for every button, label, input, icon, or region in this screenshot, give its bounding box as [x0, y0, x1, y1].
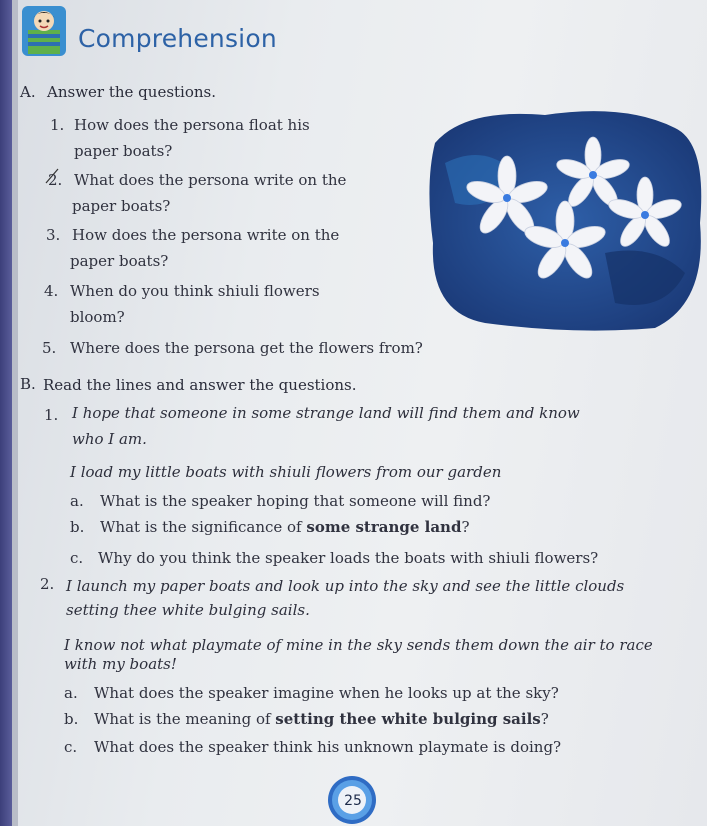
question-text: Where does the persona get the flowers from? — [70, 339, 423, 357]
poem-quote-line: with my boats! — [64, 655, 177, 673]
page-edge — [12, 0, 18, 826]
question-text: How does the persona write on the — [72, 226, 340, 244]
section-a-heading: Answer the questions. — [47, 83, 216, 101]
reading-mascot-icon — [20, 4, 68, 58]
question-text-cont: paper boats? — [70, 252, 169, 270]
sub-question-letter: b. — [64, 710, 79, 728]
poem-quote-line: I hope that someone in some strange land will find them and know — [72, 404, 580, 422]
question-text-cont: paper boats? — [74, 142, 173, 160]
sub-question-letter: b. — [70, 518, 85, 536]
sub-question-letter: a. — [64, 684, 78, 702]
question-number: 1. — [50, 116, 65, 134]
sub-question-text-pre: What is the meaning of — [94, 710, 276, 728]
shiuli-flowers-illustration — [425, 103, 707, 335]
sub-question-text: What does the speaker think his unknown playmate is doing? — [94, 738, 562, 756]
poem-quote-line: who I am. — [72, 430, 147, 448]
sub-question-letter: c. — [70, 549, 84, 567]
question-number: 5. — [42, 339, 57, 357]
question-b2-number: 2. — [40, 575, 55, 593]
sub-question-bold-phrase: some strange land — [306, 518, 462, 536]
sub-question-text-pre: What is the significance of — [100, 518, 307, 536]
sub-question-text: What is the speaker hoping that someone will find? — [100, 492, 491, 510]
sub-question-text — [100, 515, 469, 539]
question-text: When do you think shiuli flowers — [70, 282, 320, 300]
question-b1-number: 1. — [44, 406, 59, 424]
sub-question-text: Why do you think the speaker loads the boats with shiuli flowers? — [98, 549, 599, 567]
sub-question-text-post: ? — [461, 518, 470, 536]
book-spine — [0, 0, 12, 826]
question-text-cont: bloom? — [70, 308, 125, 326]
poem-quote-line: setting thee white bulging sails. — [66, 601, 310, 619]
question-text-cont: paper boats? — [72, 197, 171, 215]
question-text: What does the persona write on the — [74, 171, 347, 189]
question-number: 3. — [46, 226, 61, 244]
pencil-checkmark-icon — [42, 165, 82, 187]
section-a-label: A. — [20, 83, 36, 101]
sub-question-text-post: ? — [540, 710, 549, 728]
question-number: 4. — [44, 282, 59, 300]
sub-question-text — [94, 707, 549, 731]
poem-quote-line: I launch my paper boats and look up into the sky and see the little clouds — [66, 577, 625, 595]
section-b-heading: Read the lines and answer the questions. — [43, 376, 357, 394]
poem-quote-line: I load my little boats with shiuli flowers from our garden — [70, 463, 502, 481]
section-b-label: B. — [20, 375, 36, 393]
page-title: Comprehension — [78, 24, 277, 53]
sub-question-bold-phrase: setting thee white bulging sails — [275, 710, 541, 728]
page-number: 25 — [344, 793, 362, 809]
poem-quote-line: I know not what playmate of mine in the sky sends them down the air to race — [64, 636, 653, 654]
sub-question-letter: a. — [70, 492, 84, 510]
sub-question-text: What does the speaker imagine when he looks up at the sky? — [94, 684, 559, 702]
question-number: 2. — [48, 171, 63, 189]
question-text: How does the persona float his — [74, 116, 310, 134]
sub-question-letter: c. — [64, 738, 78, 756]
